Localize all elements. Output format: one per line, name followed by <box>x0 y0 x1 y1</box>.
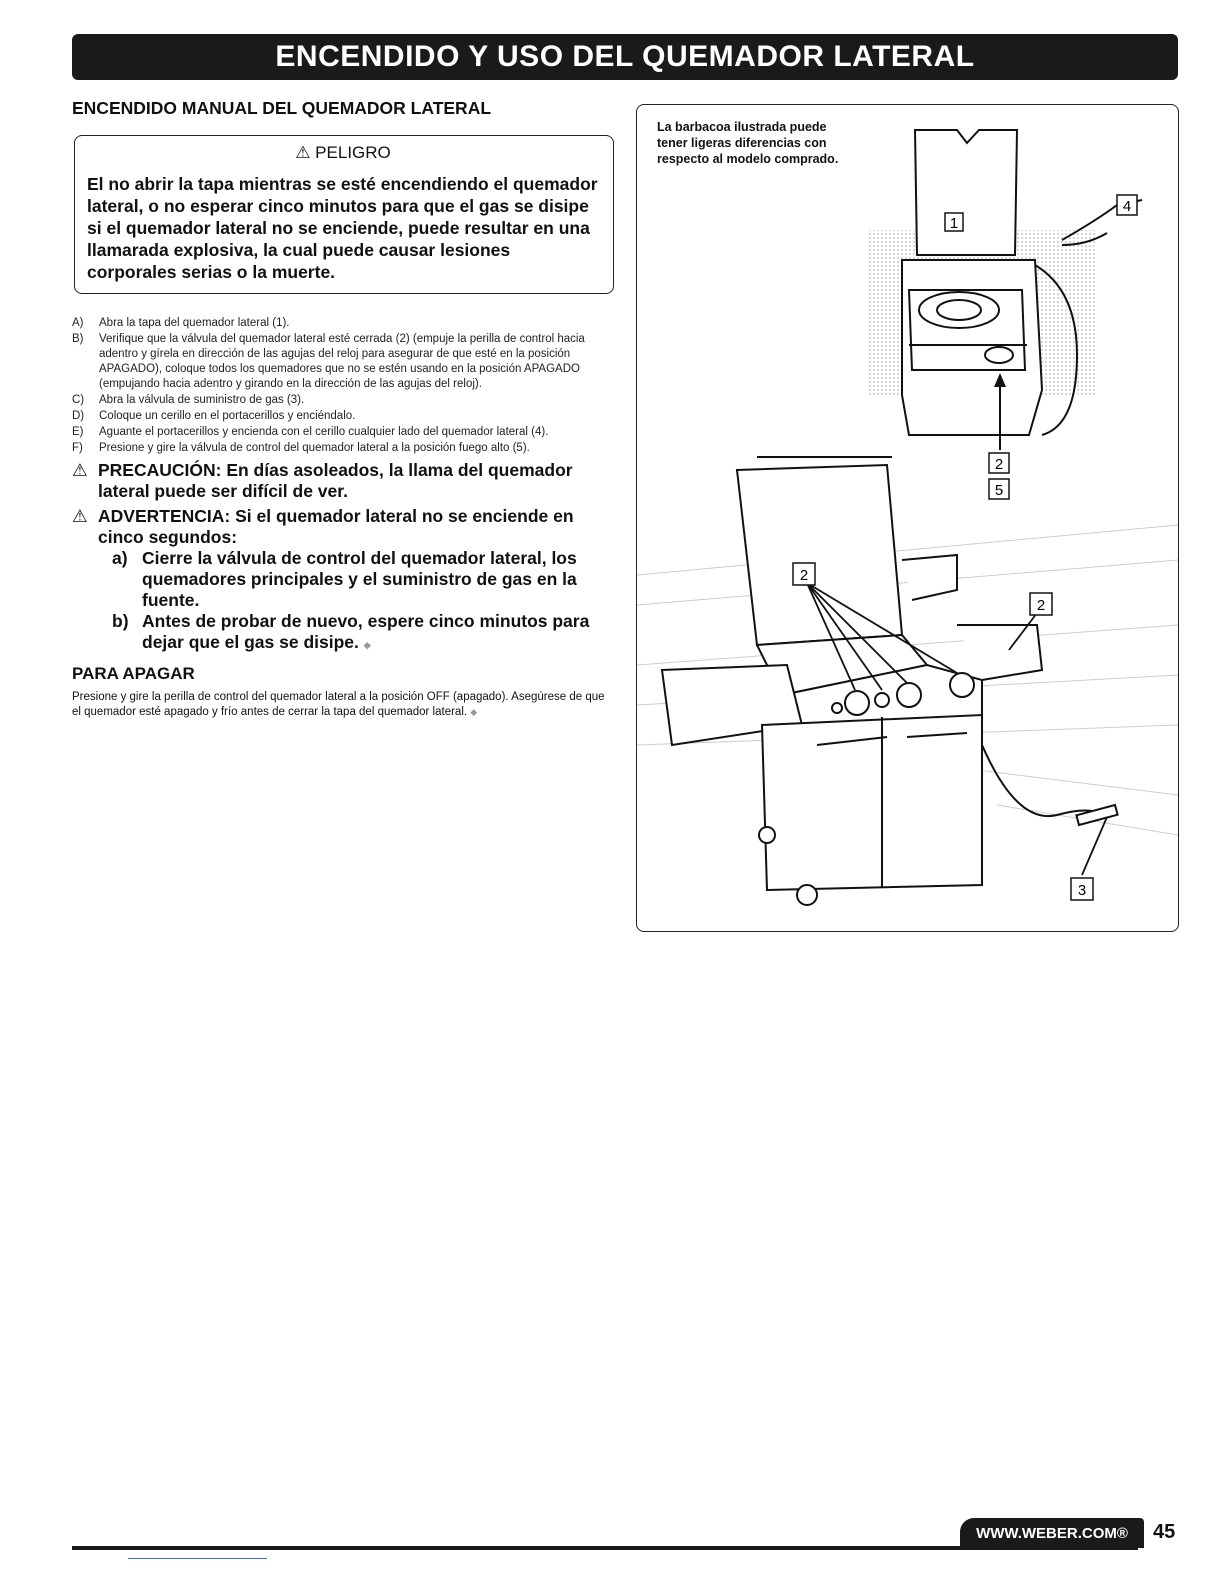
side-burner-inset <box>902 130 1142 435</box>
page-number: 45 <box>1153 1521 1176 1543</box>
callout-1: 1 <box>949 215 959 232</box>
left-column <box>72 98 617 720</box>
grill-illustration <box>637 105 1178 931</box>
grill-body <box>662 457 1042 890</box>
footer-rule <box>72 1546 1138 1550</box>
warning-subitem <box>112 611 617 656</box>
step-marker: E) <box>72 426 84 438</box>
subitem-text: Cierre la válvula de control del quemador lateral, los quemadores principales y el suministro de gas en la fuente. <box>142 548 577 610</box>
figure-box <box>636 104 1179 932</box>
list-item <box>72 409 617 424</box>
caution-text: PRECAUCIÓN: En días asoleados, la llama del quemador lateral puede ser difícil de ver. <box>98 460 573 501</box>
step-text: Aguante el portacerillos y encienda con el cerillo cualquier lado del quemador lateral (4). <box>99 426 549 438</box>
list-item <box>72 316 617 331</box>
warning-triangle-icon: ⚠ <box>72 460 88 480</box>
subitem-marker: b) <box>112 611 129 631</box>
section-title: ENCENDIDO MANUAL DEL QUEMADOR LATERAL <box>72 98 492 118</box>
danger-text: El no abrir la tapa mientras se esté encendiendo el quemador lateral, o no esperar cinco minutos para que el gas se disipe si el quemador lateral no se enciende, puede resultar en una llamarada explosiva, la cual puede causar lesiones corporales serias o la muerte. <box>87 174 598 282</box>
step-marker: F) <box>72 442 83 454</box>
danger-title: ⚠ PELIGRO <box>295 143 391 162</box>
step-marker: C) <box>72 394 85 406</box>
figure-note: La barbacoa ilustrada puede tener ligeras diferencias con respecto al modelo comprado. <box>657 120 839 166</box>
page-banner <box>72 34 1178 80</box>
step-text: Abra la válvula de suministro de gas (3). <box>99 394 305 406</box>
list-item <box>72 332 617 392</box>
warning-subitem <box>112 548 617 611</box>
step-text: Abra la tapa del quemador lateral (1). <box>99 317 290 329</box>
end-mark-icon: ◆ <box>363 640 371 650</box>
list-item <box>72 393 617 408</box>
footer-url: WWW.WEBER.COM® <box>960 1518 1144 1548</box>
step-marker: B) <box>72 333 84 345</box>
off-section-text <box>72 690 612 720</box>
list-item <box>72 425 617 440</box>
off-text: Presione y gire la perilla de control del quemador lateral a la posición OFF (apagado). Asegúrese de que el quemador esté apagado y frío antes de cerrar la tapa del quemador lateral. <box>72 691 605 718</box>
list-item <box>72 441 617 456</box>
warning-note <box>72 506 617 548</box>
caution-note <box>72 460 617 502</box>
warning-triangle-icon: ⚠ <box>72 506 88 526</box>
end-mark-icon: ◆ <box>470 707 478 717</box>
callout-4: 4 <box>1122 198 1132 215</box>
page-title: ENCENDIDO Y USO DEL QUEMADOR LATERAL <box>275 40 975 73</box>
off-section-title: PARA APAGAR <box>72 664 195 683</box>
warning-text: ADVERTENCIA: Si el quemador lateral no se enciende en cinco segundos: <box>98 506 574 547</box>
callout-2-side: 2 <box>1036 597 1046 614</box>
subitem-marker: a) <box>112 548 128 568</box>
callout-3: 3 <box>1077 882 1087 899</box>
step-text: Verifique que la válvula del quemador lateral esté cerrada (2) (empuje la perilla de control hacia adentro y gírela en dirección de las agujas del reloj para asegurar de que esté en la posición APAGADO), coloque todos los quemadores que no se estén usando en la posición APAGADO (empujando hacia adentro y girando en la dirección de las agujas del reloj). <box>99 333 585 390</box>
callout-2-inset: 2 <box>994 456 1004 473</box>
gas-hose <box>982 745 1107 817</box>
callout-5: 5 <box>994 482 1004 499</box>
divider <box>128 1558 267 1559</box>
steps-list <box>72 316 617 456</box>
callout-2-knobs: 2 <box>799 567 809 584</box>
step-text: Coloque un cerillo en el portacerillos y enciéndalo. <box>99 410 356 422</box>
step-text: Presione y gire la válvula de control del quemador lateral a la posición fuego alto (5). <box>99 442 530 454</box>
step-marker: D) <box>72 410 85 422</box>
danger-box <box>74 135 614 294</box>
step-marker: A) <box>72 317 84 329</box>
subitem-text: Antes de probar de nuevo, espere cinco minutos para dejar que el gas se disipe. <box>142 611 590 652</box>
